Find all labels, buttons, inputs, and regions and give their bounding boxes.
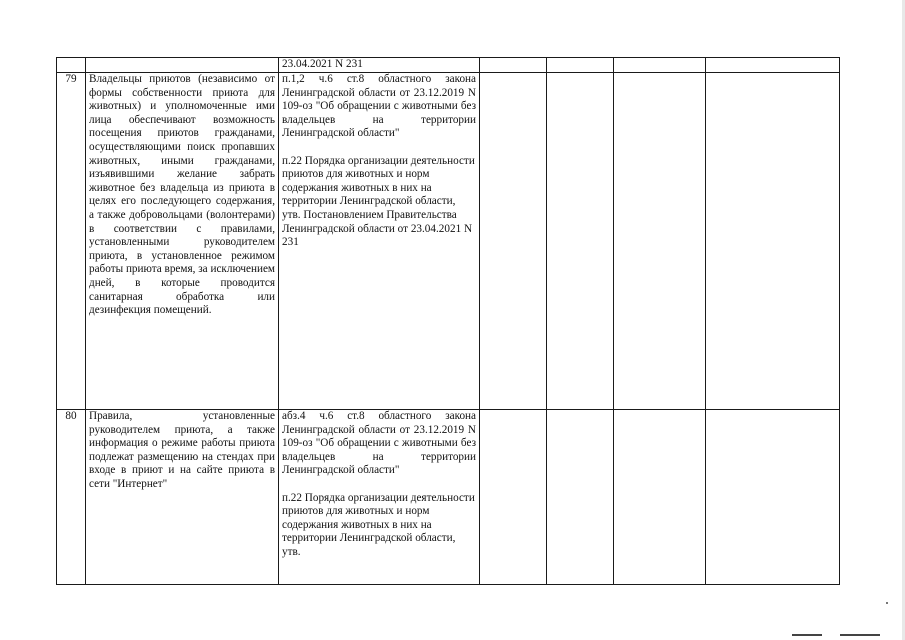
table-cell	[614, 73, 706, 410]
table-cell	[547, 73, 614, 410]
row-number: 79	[57, 73, 86, 410]
scan-artifact	[886, 602, 888, 604]
requirement-text: Владельцы приютов (независимо от формы собственности приюта для животных) и уполномоченные ими лица обеспечивают возможность посещения приютов гражданами, осуществляющими поиск пропавших животных, иными гражданами, изъявившими желание забрать животное без владельца из приюта в целях его последующего содержания, а также добровольцами (волонтерами) в соответствии с правилами, установленными руководителем приюта, в установленное режимом работы приюта время, за исключением дней, в которые проводится санитарная обработка или дезинфекция помещений.	[86, 73, 279, 410]
table-cell-source: 23.04.2021 N 231	[279, 58, 480, 73]
row-number: 80	[57, 410, 86, 585]
legal-source-order: п.22 Порядка организации деятельности приютов для животных и норм содержания животных в них на территории Ленинградской области, утв. Постановлением Правительства Ленинградской области от 23.04.2021 N 231	[282, 154, 475, 249]
legal-source-law: п.1,2 ч.6 ст.8 областного закона Ленинградской области от 23.12.2019 N 109-оз "Об обращении с животными без владельцев на территории Ленинградской области"	[282, 73, 476, 140]
table-cell	[547, 58, 614, 73]
table-cell	[614, 410, 706, 585]
legal-source-cell	[279, 410, 480, 585]
scan-artifact	[792, 634, 822, 636]
requirements-table	[56, 57, 840, 585]
table-cell	[547, 410, 614, 585]
table-row	[57, 58, 840, 73]
scan-artifact	[840, 634, 880, 636]
requirement-text: Правила, установленные руководителем приюта, а также информация о режиме работы приюта подлежат размещению на стендах при входе в приют и на сайте приюта в сети "Интернет"	[86, 410, 279, 585]
table-row	[57, 410, 840, 585]
table-cell	[57, 58, 86, 73]
table-cell	[706, 73, 840, 410]
table-cell	[614, 58, 706, 73]
table-cell	[480, 410, 547, 585]
table-cell	[706, 58, 840, 73]
table-cell	[480, 58, 547, 73]
legal-source-cell	[279, 73, 480, 410]
legal-source-law: абз.4 ч.6 ст.8 областного закона Ленинградской области от 23.12.2019 N 109-оз "Об обращении с животными без владельцев на территории Ленинградской области"	[282, 410, 476, 477]
table-row	[57, 73, 840, 410]
legal-source-order: п.22 Порядка организации деятельности приютов для животных и норм содержания животных в них на территории Ленинградской области, утв.	[282, 491, 475, 558]
table-cell	[480, 73, 547, 410]
document-page	[56, 57, 840, 585]
table-cell	[86, 58, 279, 73]
table-cell	[706, 410, 840, 585]
